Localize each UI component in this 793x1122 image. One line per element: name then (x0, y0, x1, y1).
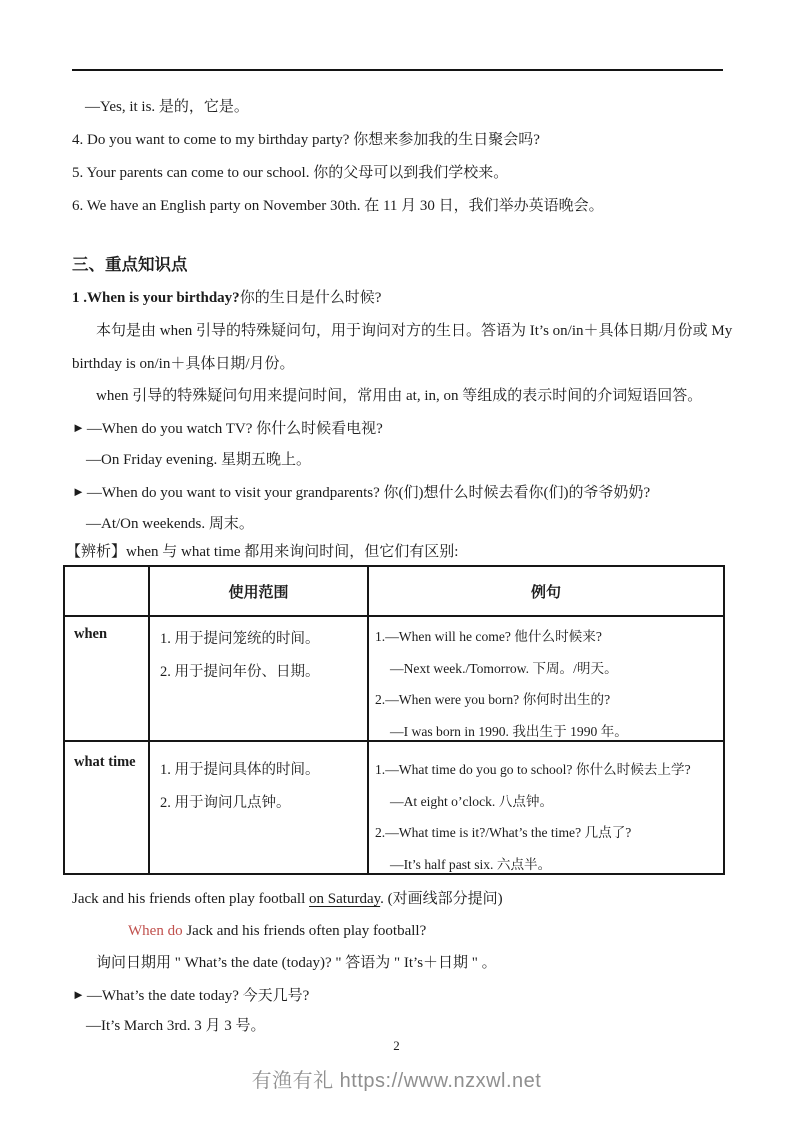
play-arrow-icon: ► (72, 420, 85, 435)
point1-title-en: 1 .When is your birthday? (72, 290, 240, 306)
whattime-usage-1: 1. 用于提问具体的时间。 (160, 762, 320, 778)
point1-paragraph-line1-text: 本句是由 when 引导的特殊疑问句，用于询问对方的生日。答语为 It’s on/in＋具体日期/月份或 My (96, 323, 733, 339)
jack-sentence-suffix: . (对画线部分提问) (380, 891, 503, 907)
qa2-answer (86, 513, 254, 535)
list-item-4 (72, 129, 540, 151)
bianxi-note (66, 541, 458, 563)
table-header-examples (369, 567, 723, 617)
list-item-5-text: 5. Your parents can come to our school. 你的父母可以到我们学校来。 (72, 165, 509, 181)
table-row-whattime-examples (369, 742, 723, 873)
dialog-yes-line (85, 96, 249, 118)
date-rule-text: 询问日期用 " What’s the date (today)? " 答语为 " It’s＋日期 " 。 (96, 955, 497, 971)
list-item-6-text: 6. We have an English party on November 30th. 在 11 月 30 日，我们举办英语晚会。 (72, 198, 604, 214)
footer-watermark-text: 有渔有礼 https://www.nzxwl.net (251, 1070, 542, 1092)
qa3-question (72, 984, 309, 1007)
top-rule (72, 69, 723, 71)
point1-title-zh: 你的生日是什么时候? (239, 290, 382, 306)
play-arrow-icon: ► (72, 987, 85, 1002)
section-heading-text: 三、重点知识点 (72, 255, 188, 274)
page-number (0, 1038, 793, 1054)
when-example-q1: 1.—When will he come? 他什么时候来? (375, 629, 602, 644)
jack-sentence (72, 888, 503, 910)
whattime-usage-2: 2. 用于询问几点钟。 (160, 795, 291, 811)
qa2-answer-text: —At/On weekends. 周末。 (86, 516, 254, 532)
whendo-question (128, 920, 426, 942)
list-item-5 (72, 162, 508, 184)
point1-title (72, 287, 381, 309)
qa1-answer (86, 449, 311, 471)
jack-sentence-prefix: Jack and his friends often play football (72, 891, 310, 907)
list-item-6 (72, 195, 604, 217)
when-usage-1: 1. 用于提问笼统的时间。 (160, 631, 320, 647)
comparison-table (63, 565, 725, 875)
bianxi-note-text: 【辨析】when 与 what time 都用来询问时间，但它们有区别: (66, 544, 459, 560)
table-header-usage-text: 使用范围 (228, 584, 289, 601)
footer-watermark (0, 1064, 793, 1093)
table-header-blank (65, 567, 150, 617)
term-when-text: when (74, 626, 108, 642)
table-row-when-usage (150, 617, 369, 742)
section-heading (72, 254, 188, 276)
page-number-text: 2 (393, 1038, 400, 1053)
when-example-a1: —Next week./Tomorrow. 下周。/明天。 (390, 660, 618, 676)
whattime-example-a2: —It’s half past six. 六点半。 (390, 856, 552, 872)
whattime-example-q1: 1.—What time do you go to school? 你什么时候去上学? (375, 762, 691, 777)
qa3-answer-text: —It’s March 3rd. 3 月 3 号。 (86, 1018, 266, 1034)
point1-paragraph-line2 (72, 353, 295, 375)
table-row-whattime-usage (150, 742, 369, 873)
table-header-examples-text: 例句 (530, 584, 561, 601)
whattime-example-a1: —At eight o’clock. 八点钟。 (390, 793, 554, 809)
qa1-question (72, 417, 383, 440)
point1-paragraph-line2-text: birthday is on/in＋具体日期/月份。 (72, 356, 295, 372)
dialog-yes-text: —Yes, it is. 是的，它是。 (85, 99, 249, 115)
point1-when-rule (96, 385, 702, 407)
whendo-red-text: When do (128, 923, 187, 939)
term-whattime-text: what time (74, 754, 136, 770)
whattime-example-q2: 2.—What time is it?/What’s the time? 几点了? (375, 825, 632, 840)
when-usage-2: 2. 用于提问年份、日期。 (160, 664, 320, 680)
point1-paragraph-line1 (96, 320, 732, 342)
table-row-when-term (65, 617, 150, 742)
when-example-a2: —I was born in 1990. 我出生于 1990 年。 (390, 723, 628, 739)
qa2-question-text: —When do you want to visit your grandparents? 你(们)想什么时候去看你(们)的爷爷奶奶? (86, 485, 651, 501)
qa2-question (72, 481, 650, 504)
table-row-whattime-term (65, 742, 150, 873)
qa1-question-text: —When do you watch TV? 你什么时候看电视? (86, 421, 383, 437)
whendo-rest-text: Jack and his friends often play football? (186, 923, 427, 939)
date-rule-line (96, 952, 497, 974)
qa3-question-text: —What’s the date today? 今天几号? (86, 988, 310, 1004)
jack-sentence-underlined: on Saturday (309, 891, 381, 907)
table-row-when-examples (369, 617, 723, 742)
play-arrow-icon: ► (72, 484, 85, 499)
qa1-answer-text: —On Friday evening. 星期五晚上。 (86, 452, 311, 468)
list-item-4-text: 4. Do you want to come to my birthday party? 你想来参加我的生日聚会吗? (72, 132, 540, 148)
point1-when-rule-text: when 引导的特殊疑问句用来提问时间，常用由 at, in, on 等组成的表示时间的介词短语回答。 (96, 388, 703, 404)
when-example-q2: 2.—When were you born? 你何时出生的? (375, 692, 611, 707)
qa3-answer (86, 1015, 266, 1037)
table-header-usage (150, 567, 369, 617)
